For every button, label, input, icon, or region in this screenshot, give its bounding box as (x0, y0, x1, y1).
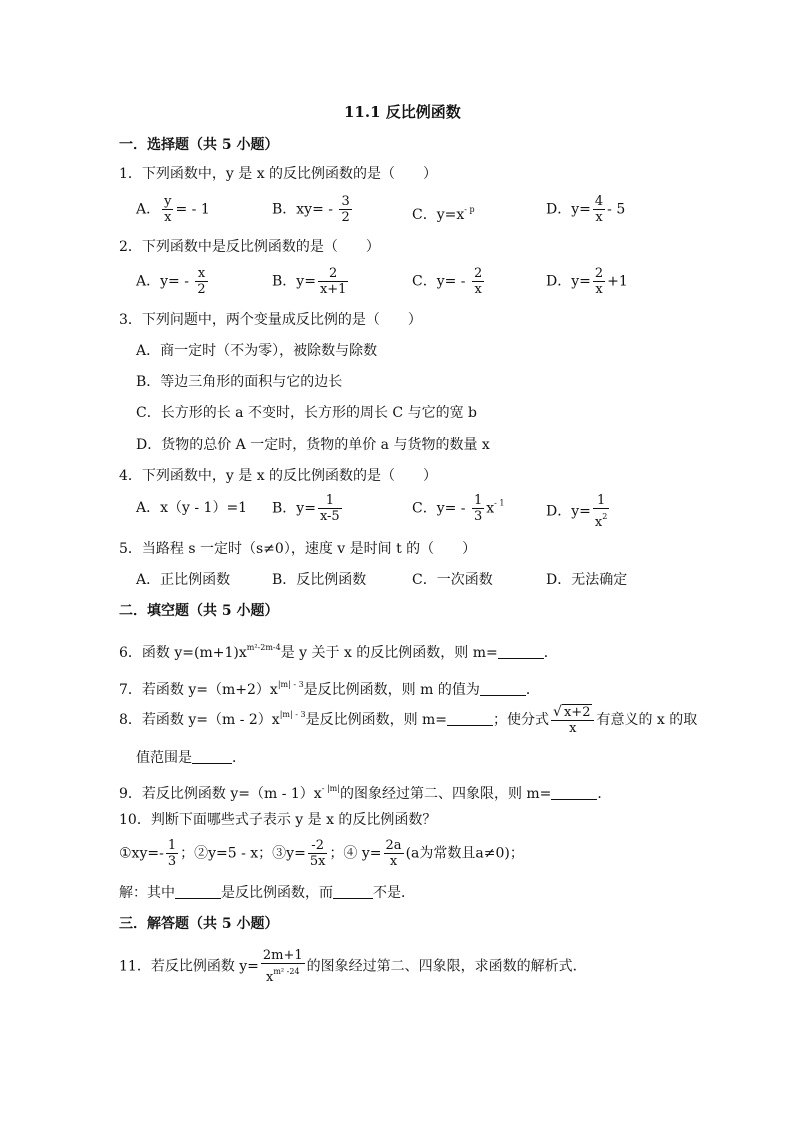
q2-option-c: C．y= - $\frac{2}{x}$ (412, 266, 483, 297)
q5-option-b: B．反比例函数 (272, 572, 367, 588)
q3-option-a: A．商一定时（不为零），被除数与除数 (136, 343, 378, 359)
q1-option-c: C．$y=x^{- p}$ (412, 205, 475, 223)
q4-option-c: C．y= - $\frac{1}{3}$ $x^{- 1}$ (412, 493, 505, 524)
q6: 6．函数 $y=(m+1)x^{m^2-2m-4}$是 y 关于 x 的反比例函数，则 m= ． (119, 643, 558, 661)
section-heading-solve: 三．解答题（共 5 小题） (119, 916, 279, 932)
q5-option-a: A．正比例函数 (136, 572, 231, 588)
q2-option-a: A．y= - $\frac{x}{2}$ (136, 266, 206, 297)
section-heading-choice: 一．选择题（共 5 小题） (119, 137, 279, 153)
q5-option-d: D．无法确定 (546, 572, 628, 588)
q10-answer-line: 解：其中 是反比例函数，而 不是． (119, 885, 415, 901)
q4-option-d: D．y= $\frac{1}{x^2}$ (546, 493, 608, 530)
q3-option-d: D．货物的总价 A 一定时，货物的单价 a 与货物的数量 x (136, 437, 490, 453)
q3-option-c: C．长方形的长 a 不变时，长方形的周长 C 与它的宽 b (136, 405, 477, 421)
q7: 7．若函数 $y=(m+2)x^{|m| - 3}$是反比例函数，则 m 的值为 ． (119, 680, 540, 698)
q5-option-c: C．一次函数 (412, 572, 493, 588)
q4-stem: 4．下列函数中，y 是 x 的反比例函数的是（ ） (119, 468, 438, 484)
q2-option-d: D．y= $\frac{2}{x}$ +1 (546, 266, 628, 297)
q11: 11．若反比例函数 y= $\frac{2m+1}{x^{m^2 -24}}$ 的图象经过第二、四象限，求函数的解析式． (119, 948, 587, 985)
section-heading-fill: 二．填空题（共 5 小题） (119, 603, 279, 619)
q4-option-b: B．y= $\frac{1}{x-5}$ (272, 493, 340, 524)
page-title: 11.1 反比例函数 (344, 103, 461, 121)
q5-stem: 5．当路程 s 一定时（s≠0），速度 v 是时间 t 的（ ） (119, 541, 477, 557)
q2-stem: 2．下列函数中是反比例函数的是（ ） (119, 239, 380, 255)
q10-expressions: ①xy=- $\frac{1}{3}$ ；②y=5 - x；③y= $\frac{-2}{5x}$ ；④ y= $\frac{2a}{x}$ (a为常数且a≠0)； (119, 838, 524, 869)
q1-stem: 1．下列函数中，y 是 x 的反比例函数的是（ ） (119, 166, 438, 182)
q1-option-b: B．xy= - $\frac{3}{2}$ (272, 194, 350, 225)
q1-option-a: A． $\frac{y}{x}$ = - 1 (136, 194, 210, 225)
q10-stem: 10．判断下面哪些式子表示 y 是 x 的反比例函数？ (119, 812, 437, 828)
q1-option-d: D．y= $\frac{4}{x}$ - 5 (546, 194, 626, 225)
q8-line2: 值范围是 ． (136, 750, 246, 766)
q9: 9．若反比例函数 $y=(m - 1)x^{- |m|}$的图象经过第二、四象限，则 m= ． (119, 784, 612, 802)
q2-option-b: B．y= $\frac{2}{x+1}$ (272, 266, 347, 297)
q8: 8．若函数 $y=(m - 2)x^{|m| - 3}$是反比例函数，则 m= ；使分式 $\frac{√ x+2}{x}$ 有意义的 x 的取 (119, 704, 698, 736)
q3-stem: 3．下列问题中，两个变量成反比例的是（ ） (119, 312, 422, 328)
q3-option-b: B．等边三角形的面积与它的边长 (136, 374, 343, 390)
q4-option-a: A．x（y - 1）=1 (136, 500, 248, 516)
